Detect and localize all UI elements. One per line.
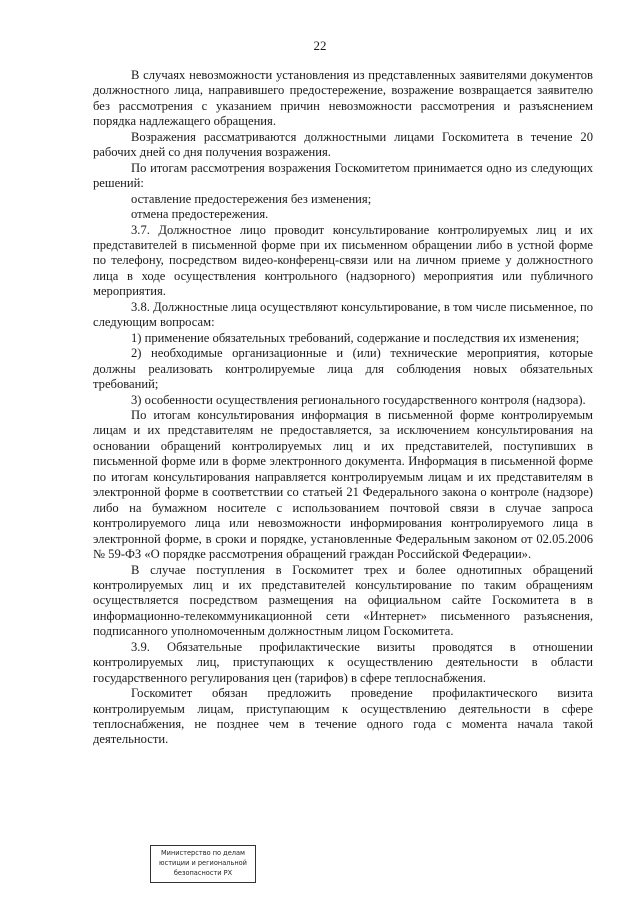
paragraph: 3.9. Обязательные профилактические визиты проводятся в отношении контролируемых лиц, приступающих к осуществлению деятельности в области государственного регулирования цен (тарифов) в сфере теплоснабжения. xyxy=(93,639,593,685)
paragraph: Возражения рассматриваются должностными лицами Госкомитета в течение 20 рабочих дней со дня получения возражения. xyxy=(93,129,593,160)
paragraph: 3.8. Должностные лица осуществляют консультирование, в том числе письменное, по следующим вопросам: xyxy=(93,299,593,330)
paragraph: 1) применение обязательных требований, содержание и последствия их изменения; xyxy=(131,330,580,345)
stamp-line: Министерство по делам xyxy=(160,849,246,857)
paragraph: 2) необходимые организационные и (или) технические мероприятия, которые должны реализовать контролируемые лица для соблюдения новых обязательных требований; xyxy=(93,346,593,392)
page-number: 22 xyxy=(313,38,327,53)
paragraph: В случае поступления в Госкомитет трех и более однотипных обращений контролируемых лиц и их представителей консультирование по таким обращениям осуществляется посредством размещения на официальном сайте Госкомитета в в информационно-телекоммуникационной сети «Интернет» письменного разъяснения, подписанного уполномоченным должностным лицом Госкомитета. xyxy=(93,562,593,639)
paragraph: По итогам рассмотрения возражения Госкомитетом принимается одно из следующих решений: xyxy=(93,160,593,191)
paragraph: 3.7. Должностное лицо проводит консультирование контролируемых лиц и их представителей в письменной форме при их письменном обращении либо в устной форме по телефону, посредством видео-конференц-связи или на личном приеме у должностного лица в ходе осуществления контрольного (надзорного) мероприятия или публичного мероприятия. xyxy=(93,222,593,299)
registration-stamp xyxy=(150,845,256,883)
paragraph: 3) особенности осуществления регионального государственного контроля (надзора). xyxy=(131,392,586,407)
paragraph: оставление предостережения без изменения; xyxy=(131,191,372,206)
document-body xyxy=(93,68,593,748)
paragraph: Госкомитет обязан предложить проведение профилактического визита контролируемым лицам, приступающим к осуществлению деятельности в сфере теплоснабжения, не позднее чем в течение одного года с момента начала такой деятельности. xyxy=(93,686,593,747)
paragraph: По итогам консультирования информация в письменной форме контролируемым лицам и их представителям не предоставляется, за исключением консультирования на основании обращений контролируемых лиц и их представителей, поступивших в письменной форме или в форме электронного документа. Информация в письменной форме по итогам консультирования направляется контролируемым лицам и их представителям в электронной форме в соответствии со статьей 21 Федерального закона о контроле (надзоре) либо на бумажном носителе с использованием почтовой связи в случае запроса контролируемого лица или невозможности информирования контролируемого лица в электронной форме, в сроки и порядке, установленные Федеральным законом от 02.05.2006 № 59-ФЗ «О порядке рассмотрения обращений граждан Российской Федерации». xyxy=(93,407,593,562)
stamp-line: безопасности РХ xyxy=(173,869,233,877)
paragraph: отмена предостережения. xyxy=(131,207,269,222)
stamp-line: юстиции и региональной xyxy=(159,859,247,867)
paragraph: В случаях невозможности установления из представленных заявителями документов должностного лица, направившего предостережение, возражение возвращается заявителю без рассмотрения с указанием причин невозможности рассмотрения и разъяснением порядка надлежащего обращения. xyxy=(93,68,593,129)
